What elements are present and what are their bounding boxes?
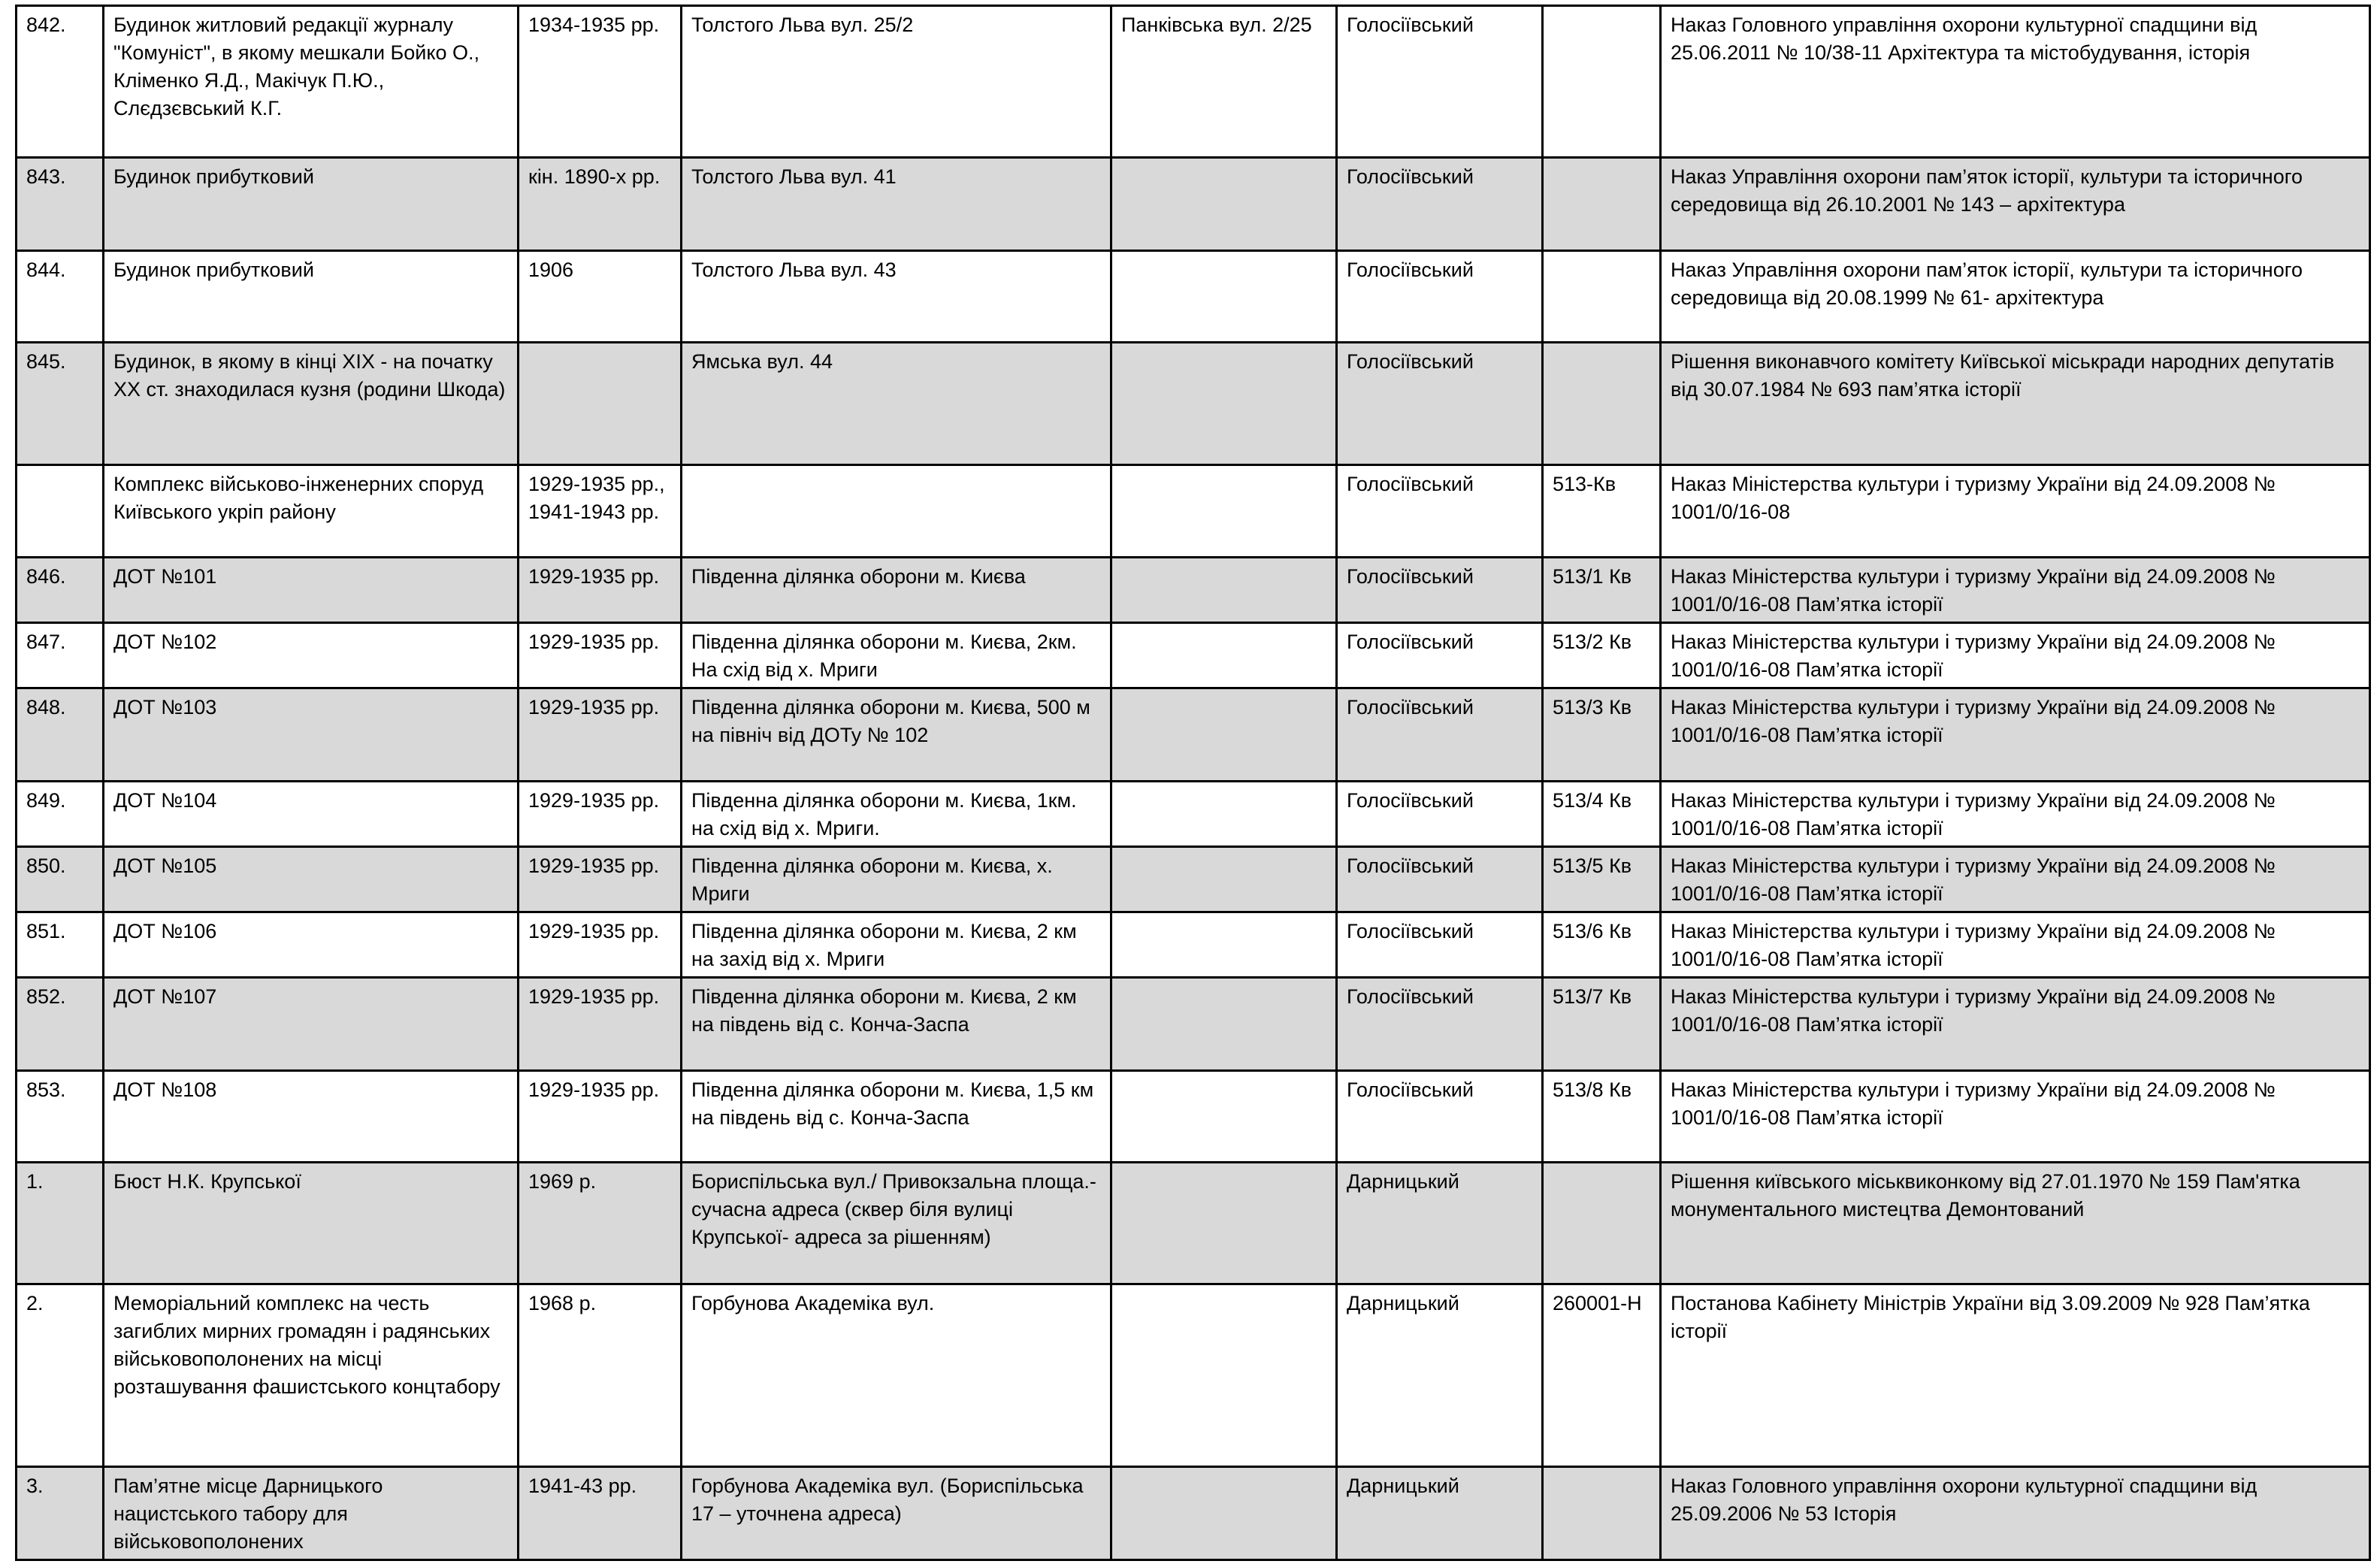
monument-address: Південна ділянка оборони м. Києва, 2км. На схід від х. Мриги bbox=[682, 623, 1111, 688]
row-number: 845. bbox=[17, 343, 104, 465]
monument-name: ДОТ №102 bbox=[104, 623, 519, 688]
monument-district: Голосіївський bbox=[1337, 847, 1543, 912]
monument-name: ДОТ №105 bbox=[104, 847, 519, 912]
monument-protection-code: 513/8 Кв bbox=[1543, 1071, 1661, 1163]
row-number: 848. bbox=[17, 688, 104, 782]
monument-address-alt bbox=[1111, 623, 1337, 688]
monument-date: 1929-1935 рр. bbox=[519, 782, 682, 847]
monument-legal-document: Наказ Міністерства культури і туризму України від 24.09.2008 № 1001/0/16-08 Пам’ятка історії bbox=[1661, 688, 2370, 782]
monument-address-alt bbox=[1111, 558, 1337, 623]
row-number: 843. bbox=[17, 158, 104, 251]
monument-district: Голосіївський bbox=[1337, 465, 1543, 558]
monument-legal-document: Наказ Міністерства культури і туризму України від 24.09.2008 № 1001/0/16-08 Пам’ятка історії bbox=[1661, 558, 2370, 623]
monument-address-alt: Панківська вул. 2/25 bbox=[1111, 6, 1337, 158]
table-row bbox=[17, 978, 2370, 1071]
monument-address: Південна ділянка оборони м. Києва, 1км. на схід від х. Мриги. bbox=[682, 782, 1111, 847]
table-row bbox=[17, 1284, 2370, 1467]
row-number: 2. bbox=[17, 1284, 104, 1467]
monument-address-alt bbox=[1111, 1467, 1337, 1560]
monument-address-alt bbox=[1111, 343, 1337, 465]
monument-name: Пам’ятне місце Дарницького нацистського табору для військовополонених bbox=[104, 1467, 519, 1560]
monument-protection-code: 513/6 Кв bbox=[1543, 912, 1661, 978]
monument-district: Голосіївський bbox=[1337, 782, 1543, 847]
table-row bbox=[17, 782, 2370, 847]
monument-district: Голосіївський bbox=[1337, 158, 1543, 251]
monument-legal-document: Наказ Міністерства культури і туризму України від 24.09.2008 № 1001/0/16-08 Пам’ятка історії bbox=[1661, 978, 2370, 1071]
monument-address-alt bbox=[1111, 465, 1337, 558]
monument-protection-code: 513/4 Кв bbox=[1543, 782, 1661, 847]
monument-address: Горбунова Академіка вул. (Бориспільська 17 – уточнена адреса) bbox=[682, 1467, 1111, 1560]
monument-address-alt bbox=[1111, 251, 1337, 343]
row-number: 852. bbox=[17, 978, 104, 1071]
monument-legal-document: Наказ Головного управління охорони культурної спадщини від 25.06.2011 № 10/38-11 Архітектура та містобудування, історія bbox=[1661, 6, 2370, 158]
monument-address-alt bbox=[1111, 1284, 1337, 1467]
monument-name: ДОТ №104 bbox=[104, 782, 519, 847]
monument-name: ДОТ №106 bbox=[104, 912, 519, 978]
table-row bbox=[17, 558, 2370, 623]
monument-address: Бориспільська вул./ Привокзальна площа.- сучасна адреса (сквер біля вулиці Крупської- адреса за рішенням) bbox=[682, 1163, 1111, 1284]
table-row bbox=[17, 688, 2370, 782]
monument-address: Південна ділянка оборони м. Києва, 2 км на захід від х. Мриги bbox=[682, 912, 1111, 978]
monument-legal-document: Наказ Міністерства культури і туризму України від 24.09.2008 № 1001/0/16-08 Пам’ятка історії bbox=[1661, 623, 2370, 688]
table-row bbox=[17, 623, 2370, 688]
table-row bbox=[17, 1163, 2370, 1284]
table-row bbox=[17, 158, 2370, 251]
monument-district: Голосіївський bbox=[1337, 623, 1543, 688]
monument-address: Толстого Льва вул. 41 bbox=[682, 158, 1111, 251]
monument-address bbox=[682, 465, 1111, 558]
table-row bbox=[17, 1467, 2370, 1560]
monument-address: Горбунова Академіка вул. bbox=[682, 1284, 1111, 1467]
monument-date bbox=[519, 343, 682, 465]
row-number: 842. bbox=[17, 6, 104, 158]
monument-district: Голосіївський bbox=[1337, 1071, 1543, 1163]
table-row bbox=[17, 847, 2370, 912]
monument-date: 1929-1935 рр. bbox=[519, 978, 682, 1071]
monument-address: Південна ділянка оборони м. Києва, х. Мриги bbox=[682, 847, 1111, 912]
monument-protection-code: 513/2 Кв bbox=[1543, 623, 1661, 688]
monument-district: Дарницький bbox=[1337, 1467, 1543, 1560]
monument-protection-code: 513/5 Кв bbox=[1543, 847, 1661, 912]
monument-legal-document: Наказ Управління охорони пам’яток історії, культури та історичного середовища від 20.08.1999 № 61- архітектура bbox=[1661, 251, 2370, 343]
monument-protection-code bbox=[1543, 158, 1661, 251]
monument-legal-document: Наказ Міністерства культури і туризму України від 24.09.2008 № 1001/0/16-08 Пам’ятка історії bbox=[1661, 912, 2370, 978]
monument-date: 1906 bbox=[519, 251, 682, 343]
monument-address-alt bbox=[1111, 688, 1337, 782]
monument-address-alt bbox=[1111, 782, 1337, 847]
monument-protection-code bbox=[1543, 1467, 1661, 1560]
monument-address-alt bbox=[1111, 1071, 1337, 1163]
row-number: 850. bbox=[17, 847, 104, 912]
monument-protection-code bbox=[1543, 1163, 1661, 1284]
monument-protection-code bbox=[1543, 343, 1661, 465]
monument-name: Меморіальний комплекс на честь загиблих мирних громадян і радянських військовополонених на місці розташування фашистського концтабору bbox=[104, 1284, 519, 1467]
monument-address: Південна ділянка оборони м. Києва bbox=[682, 558, 1111, 623]
monument-date: 1968 р. bbox=[519, 1284, 682, 1467]
monument-name: ДОТ №108 bbox=[104, 1071, 519, 1163]
monument-name: Будинок житловий редакції журналу "Комуніст", в якому мешкали Бойко О., Кліменко Я.Д., Макічук П.Ю., Слєдзєвський К.Г. bbox=[104, 6, 519, 158]
monument-date: 1941-43 рр. bbox=[519, 1467, 682, 1560]
row-number: 853. bbox=[17, 1071, 104, 1163]
monument-address-alt bbox=[1111, 978, 1337, 1071]
monument-legal-document: Рішення київського міськвиконкому від 27.01.1970 № 159 Пам'ятка монументального мистецтва Демонтований bbox=[1661, 1163, 2370, 1284]
monument-date: 1934-1935 рр. bbox=[519, 6, 682, 158]
monument-legal-document: Рішення виконавчого комітету Київської міськради народних депутатів від 30.07.1984 № 693 пам’ятка історії bbox=[1661, 343, 2370, 465]
monument-legal-document: Наказ Управління охорони пам’яток історії, культури та історичного середовища від 26.10.2001 № 143 – архітектура bbox=[1661, 158, 2370, 251]
monument-name: ДОТ №103 bbox=[104, 688, 519, 782]
monument-legal-document: Наказ Міністерства культури і туризму України від 24.09.2008 № 1001/0/16-08 bbox=[1661, 465, 2370, 558]
monument-district: Голосіївський bbox=[1337, 343, 1543, 465]
monument-date: 1929-1935 рр., 1941-1943 рр. bbox=[519, 465, 682, 558]
monument-date: 1969 р. bbox=[519, 1163, 682, 1284]
monument-protection-code: 513/3 Кв bbox=[1543, 688, 1661, 782]
monument-name: Будинок прибутковий bbox=[104, 158, 519, 251]
monument-district: Голосіївський bbox=[1337, 251, 1543, 343]
table-row bbox=[17, 343, 2370, 465]
monument-date: 1929-1935 рр. bbox=[519, 847, 682, 912]
table-row bbox=[17, 251, 2370, 343]
row-number: 3. bbox=[17, 1467, 104, 1560]
monument-protection-code bbox=[1543, 251, 1661, 343]
monument-district: Дарницький bbox=[1337, 1163, 1543, 1284]
monument-date: 1929-1935 рр. bbox=[519, 912, 682, 978]
row-number: 851. bbox=[17, 912, 104, 978]
monument-legal-document: Наказ Міністерства культури і туризму України від 24.09.2008 № 1001/0/16-08 Пам’ятка історії bbox=[1661, 1071, 2370, 1163]
table-row bbox=[17, 6, 2370, 158]
row-number: 847. bbox=[17, 623, 104, 688]
monument-address: Толстого Льва вул. 43 bbox=[682, 251, 1111, 343]
monument-legal-document: Наказ Міністерства культури і туризму України від 24.09.2008 № 1001/0/16-08 Пам’ятка історії bbox=[1661, 782, 2370, 847]
monument-protection-code: 513/1 Кв bbox=[1543, 558, 1661, 623]
table-body bbox=[17, 6, 2370, 1560]
monument-name: Комплекс військово-інженерних споруд Київського укріп району bbox=[104, 465, 519, 558]
monument-date: 1929-1935 рр. bbox=[519, 623, 682, 688]
row-number: 846. bbox=[17, 558, 104, 623]
monument-address: Толстого Льва вул. 25/2 bbox=[682, 6, 1111, 158]
monument-protection-code: 513/7 Кв bbox=[1543, 978, 1661, 1071]
monument-address: Південна ділянка оборони м. Києва, 1,5 км на південь від с. Конча-Заспа bbox=[682, 1071, 1111, 1163]
monuments-register-table bbox=[15, 5, 2371, 1561]
monument-address: Ямська вул. 44 bbox=[682, 343, 1111, 465]
monument-name: ДОТ №101 bbox=[104, 558, 519, 623]
monument-name: Будинок прибутковий bbox=[104, 251, 519, 343]
table-row bbox=[17, 912, 2370, 978]
monument-address-alt bbox=[1111, 1163, 1337, 1284]
monument-name: Будинок, в якому в кінці ХІХ - на початку ХХ ст. знаходилася кузня (родини Шкода) bbox=[104, 343, 519, 465]
monument-district: Голосіївський bbox=[1337, 558, 1543, 623]
monument-date: 1929-1935 рр. bbox=[519, 688, 682, 782]
monument-name: Бюст Н.К. Крупської bbox=[104, 1163, 519, 1284]
monument-date: кін. 1890-х рр. bbox=[519, 158, 682, 251]
monument-address-alt bbox=[1111, 158, 1337, 251]
row-number: 1. bbox=[17, 1163, 104, 1284]
monument-district: Голосіївський bbox=[1337, 6, 1543, 158]
row-number bbox=[17, 465, 104, 558]
monument-address-alt bbox=[1111, 847, 1337, 912]
monument-address: Південна ділянка оборони м. Києва, 500 м на північ від ДОТу № 102 bbox=[682, 688, 1111, 782]
monument-district: Дарницький bbox=[1337, 1284, 1543, 1467]
monument-address: Південна ділянка оборони м. Києва, 2 км на південь від с. Конча-Заспа bbox=[682, 978, 1111, 1071]
row-number: 849. bbox=[17, 782, 104, 847]
table-row bbox=[17, 465, 2370, 558]
monument-legal-document: Наказ Головного управління охорони культурної спадщини від 25.09.2006 № 53 Історія bbox=[1661, 1467, 2370, 1560]
monument-legal-document: Наказ Міністерства культури і туризму України від 24.09.2008 № 1001/0/16-08 Пам’ятка історії bbox=[1661, 847, 2370, 912]
monument-district: Голосіївський bbox=[1337, 688, 1543, 782]
monument-legal-document: Постанова Кабінету Міністрів України від 3.09.2009 № 928 Пам’ятка історії bbox=[1661, 1284, 2370, 1467]
row-number: 844. bbox=[17, 251, 104, 343]
monument-name: ДОТ №107 bbox=[104, 978, 519, 1071]
table-row bbox=[17, 1071, 2370, 1163]
monument-district: Голосіївський bbox=[1337, 912, 1543, 978]
monument-protection-code: 260001-Н bbox=[1543, 1284, 1661, 1467]
monument-protection-code bbox=[1543, 6, 1661, 158]
monument-date: 1929-1935 рр. bbox=[519, 1071, 682, 1163]
monument-district: Голосіївський bbox=[1337, 978, 1543, 1071]
monument-protection-code: 513-Кв bbox=[1543, 465, 1661, 558]
monument-address-alt bbox=[1111, 912, 1337, 978]
monument-date: 1929-1935 рр. bbox=[519, 558, 682, 623]
